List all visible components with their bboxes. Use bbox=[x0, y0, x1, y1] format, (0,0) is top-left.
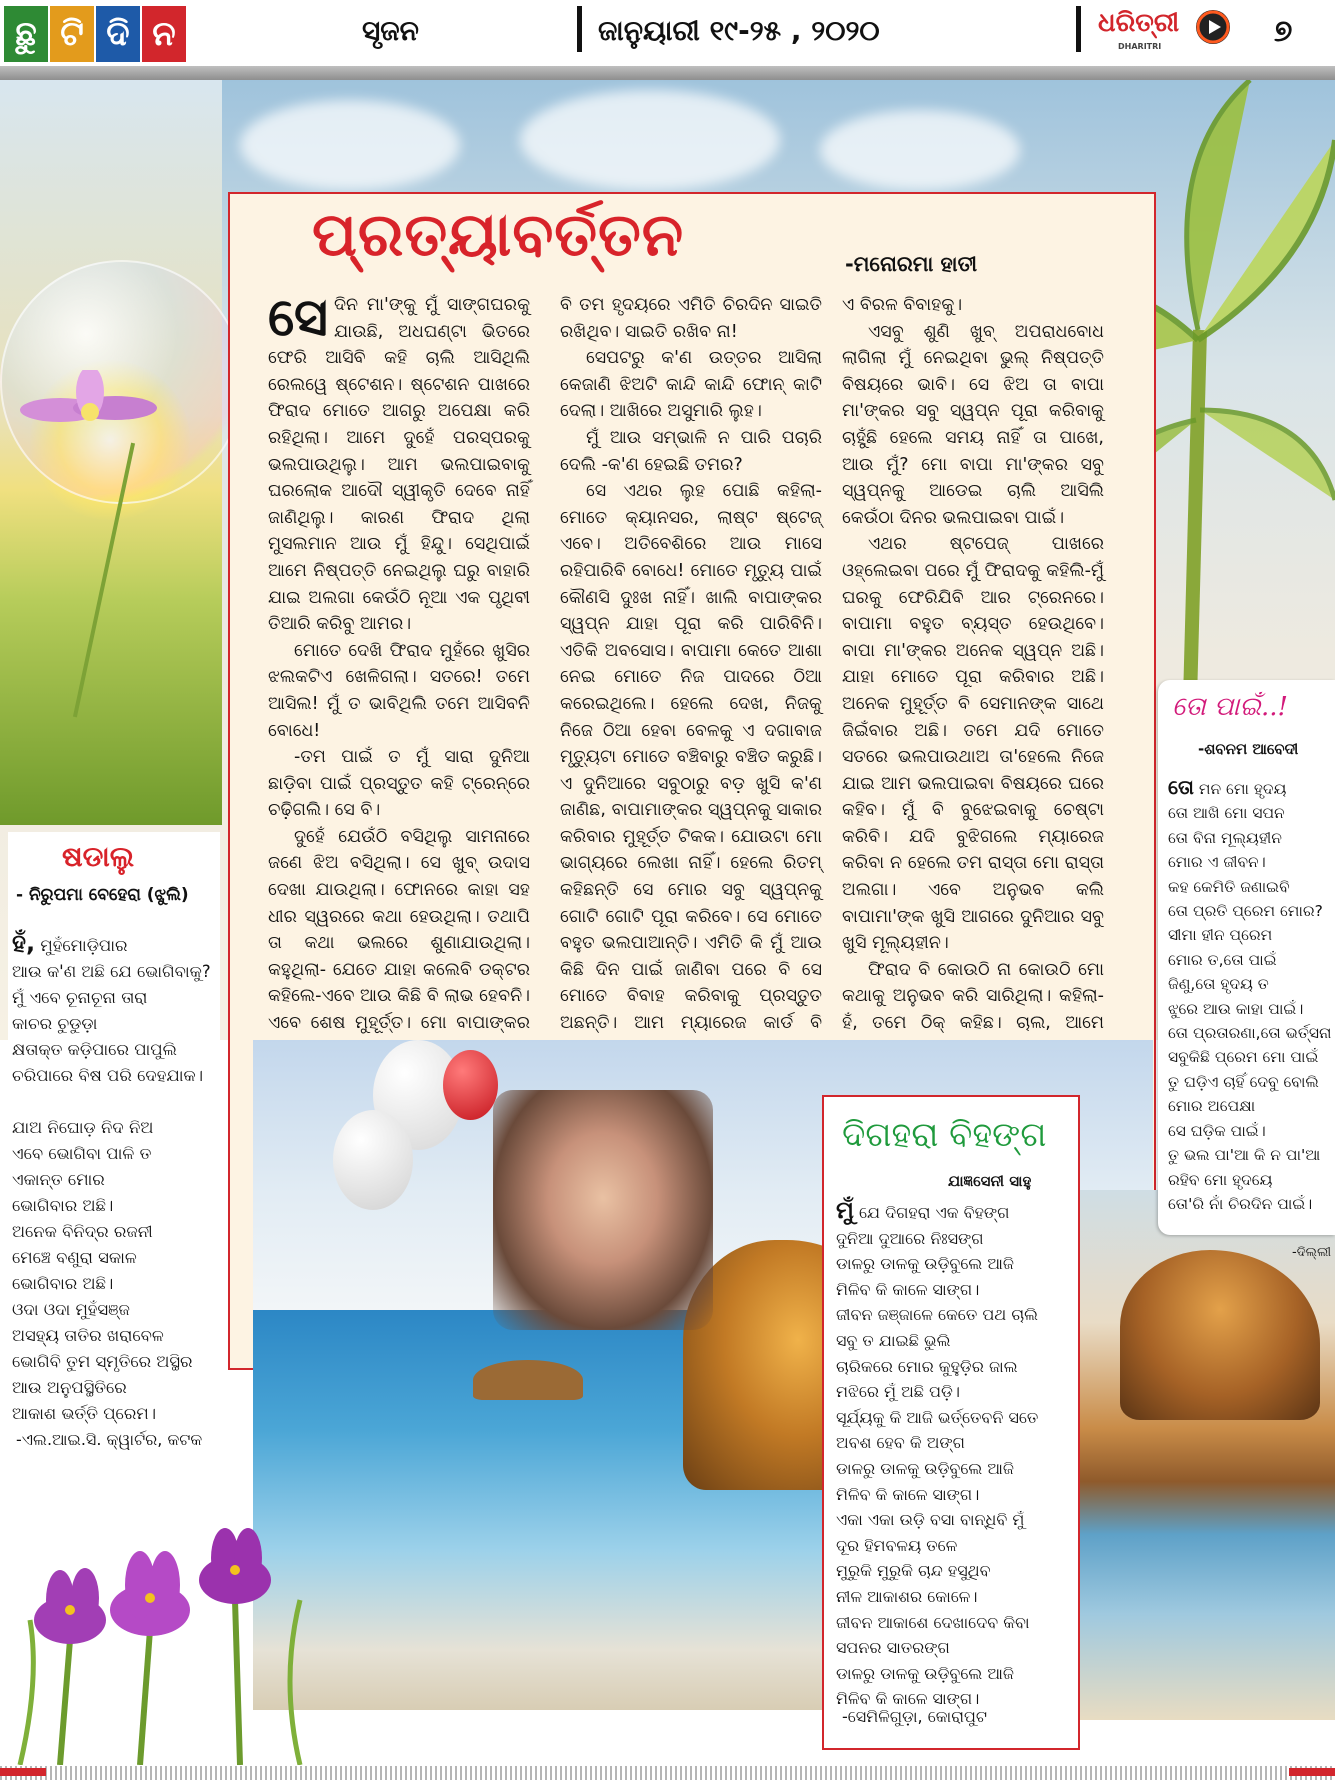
footer-accent bbox=[0, 1768, 46, 1776]
logo-letter: ଟି bbox=[50, 6, 94, 62]
poem-author: - ନିରୁପମା ବେହେରା (ଝୁଲି) bbox=[16, 885, 189, 905]
article-paragraph: ସେଦିନ ମା'ଙ୍କୁ ମୁଁ ସାଙ୍ଗଘରକୁ ଯାଉଛି, ଅଧଘଣ୍ଟା ଭିତରେ ଫେରି ଆସିବି କହି ଚାଲି ଆସିଥିଲି ରେଲୱେ ଷ୍ଟେଶନ। ଷ୍ଟେଶନ ପାଖରେ ଫିରାଦ ମୋତେ ଆଗରୁ ଅପେକ୍ଷା କରି ରହିଥିଲା। ଆମେ ଦୁହେଁ ପରସ୍ପରକୁ ଭଲପାଉଥିଲୁ। ଆମ ଭଲପାଇବାକୁ ଘରଲୋକ ଆଦୌ ସ୍ୱୀକୃତି ଦେବେ ନାହିଁ ଜାଣିଥିଲୁ। କାରଣ ଫିରାଦ ଥିଲା ମୁସଲମାନ ଆଉ ମୁଁ ହିନ୍ଦୁ। ସେଥିପାଇଁ ଆମେ ନିଷ୍ପତ୍ତି ନେଇଥିଲୁ ଘରୁ ବାହାରି ଯାଇ ଅଲଗା କେଉଁଠି ନୂଆ ଏକ ପୃଥିବୀ ତିଆରି କରିବୁ ଆମର। bbox=[268, 288, 530, 635]
poem-body: ତୋ ମନ ମୋ ହୃଦୟ ତୋ ଆଖି ମୋ ସପନ ତୋ ବିନା ମୂଲ୍ୟହୀନ ମୋର ଏ ଜୀବନ। କହ କେମିତି ଜଣାଇବି ତୋ ପ୍ରତି ପ୍ରେମ ମୋର? ସୀମା ହୀନ ପ୍ରେମ ମୋର ତ,ତୋ ପାଇଁ ଜିଣୁ,ତୋ ହୃଦୟ ତ ଝୁରେ ଆଉ କାହା ପାଇଁ। ତୋ ପ୍ରତାରଣା,ତୋ ଭର୍ତ୍ସନା ସବୁକିଛି ପ୍ରେମ ମୋ ପାଇଁ ତୁ ଘଡ଼ିଏ ଚାହିଁ ଦେବୁ ବୋଲି ମୋର ଅପେକ୍ଷା ସେ ଘଡ଼ିକ ପାଇଁ। ତୁ ଭଲ ପା'ଆ କି ନ ପା'ଆ ରହିବ ମୋ ହୃଦୟେ ତୋ'ରି ନାଁ ଚିରଦିନ ପାଇଁ। bbox=[1168, 775, 1332, 1213]
article-paragraph: ମୁଁ ଆଉ ସମ୍ଭାଳି ନ ପାରି ପଚାରି ଦେଲି -କ'ଣ ହେଇଛି ତମର? bbox=[560, 427, 822, 475]
poem-author: ଯାଜ୍ଞସେନୀ ସାହୁ bbox=[948, 1172, 1032, 1190]
footer-strip bbox=[0, 1766, 1335, 1780]
drop-cap: ସେ bbox=[268, 288, 328, 348]
article-paragraph: ମୋତେ ଦେଖି ଫିରାଦ ମୁହଁରେ ଖୁସିର ଝଲକଟିଏ ଖେଳିଗଲା। ସତରେ! ତମେ ଆସିଲ! ମୁଁ ତ ଭାବିଥିଲି ତମେ ଆସିବନି ବୋଧେ! bbox=[268, 640, 530, 741]
article-paragraph: ଏସବୁ ଶୁଣି ଖୁବ୍ ଅପରାଧବୋଧ ଲାଗିଲା ମୁଁ ନେଇଥିବା ଭୁଲ୍ ନିଷ୍ପତ୍ତି ବିଷୟରେ ଭାବି। ସେ ଝିଅ ତା ବାପା ମା'ଙ୍କର ସବୁ ସ୍ୱପ୍ନ ପୂରା କରିବାକୁ ଚାହୁଁଛି ହେଲେ ସମୟ ନାହିଁ ତା ପାଖେ, ଆଉ ମୁଁ? ମୋ ବାପା ମା'ଙ୍କର ସବୁ ସ୍ୱପ୍ନକୁ ଆଡେଇ ଚାଲି ଆସିଲି କେଉଁଠା ଦିନର ଭଲପାଇବା ପାଇଁ। bbox=[842, 321, 1104, 528]
article-paragraph: ଫିରାଦ ବି କୋଉଠି ନା କୋଉଠି ମୋ କଥାକୁ ଅନୁଭବ କରି ସାରିଥିଲା। କହିଲା-ହଁ, ତମେ ଠିକ୍ କହିଛ। ଚାଲ, ଆମେ bbox=[842, 959, 1104, 1034]
poem-author: -ଶବନମ ଆବେଦୀ bbox=[1198, 740, 1299, 758]
article-author: -ମନୋରମା ହାତୀ bbox=[845, 252, 978, 276]
flower-icon bbox=[20, 370, 160, 450]
article-paragraph: ଏ ବିରଳ ବିବାହକୁ। bbox=[842, 295, 963, 315]
balloon bbox=[333, 1110, 413, 1210]
photo-rock bbox=[473, 1360, 583, 1400]
brand-subtitle: DHARITRI bbox=[1118, 42, 1162, 51]
header-strip bbox=[0, 66, 1335, 80]
poem-title: ଷଡାଲୁ bbox=[62, 840, 135, 873]
poem-title: ଦିଗହରା ବିହଙ୍ଗ bbox=[842, 1115, 1047, 1155]
couple-image bbox=[493, 1090, 713, 1330]
page-number: ୭ bbox=[1274, 14, 1293, 49]
header-divider bbox=[1076, 6, 1081, 52]
logo-letter: ଛୁ bbox=[4, 6, 48, 62]
article-paragraph: -ତମ ପାଇଁ ତ ମୁଁ ସାରା ଦୁନିଆ ଛାଡ଼ିବା ପାଇଁ ପ୍ରସ୍ତୁତ କହି ଟ୍ରେନ୍‌ରେ ଚଢ଼ିଗଲି। ସେ ବି। bbox=[268, 747, 530, 821]
article-column-3 bbox=[842, 292, 1104, 1090]
article-column-2 bbox=[560, 292, 822, 1143]
poem-body: ମୁଁ ଯେ ଦିଗହରା ଏକ ବିହଙ୍ଗ ଦୁନିଆ ଦୁଆରେ ନିଃସଙ୍ଗ ଡାଳରୁ ଡାଳକୁ ଉଡ଼ିବୁଲେ ଆଜି ମିଳିବ କି କାଳେ ସାଙ୍ଗ। ଜୀବନ ଜଞ୍ଜାଳେ କେତେ ପଥ ଚାଲି ସବୁ ତ ଯାଇଛି ଭୁଲି ଚାରିକରେ ମୋର କୁହୁଡ଼ିର ଜାଲ ମଝିରେ ମୁଁ ଅଛି ପଡ଼ି। ସୂର୍ଯ୍ୟକୁ କି ଆଜି ଭର୍ତ୍ତେବନି ସତେ ଅବଶ ହେବ କି ଅଙ୍ଗ ଡାଳରୁ ଡାଳକୁ ଉଡ଼ିବୁଲେ ଆଜି ମିଳିବ କି କାଳେ ସାଙ୍ଗ। ଏକା ଏକା ଉଡ଼ି ବସା ବାନ୍ଧିବି ମୁଁ ଦୂର ହିମବଳୟ ତଳେ ମୁରୁକି ମୁରୁକି ଚାନ୍ଦ ହସୁଥିବ ନୀଳ ଆକାଶର କୋଳେ। ଜୀବନ ଆକାଶେ ଦେଖାଦେବ କିବା ସପନର ସାତରଙ୍ଗ ଡାଳରୁ ଡାଳକୁ ଉଡ଼ିବୁଲେ ଆଜି ମିଳିବ କି କାଳେ ସାଙ୍ଗ। bbox=[836, 1196, 1039, 1709]
article-paragraph: ଦୁହେଁ ଯେଉଁଠି ବସିଥିଲୁ ସାମନାରେ ଜଣେ ଝିଅ ବସିଥିଲା। ସେ ଖୁବ୍ ଉଦାସ ଦେଖା ଯାଉଥିଲା। ଫୋନରେ କାହା ସହ ଧୀର ସ୍ୱରରେ କଥା ହେଉଥିଲା। ତଥାପି ତା କଥା ଭଲରେ ଶୁଣାଯାଉଥିଲା। କହୁଥିଲା- ଯେତେ ଯାହା କଲେବି ଡକ୍ଟର କହିଲେ-ଏବେ ଆଉ କିଛି ବି ଲାଭ ହେବନି। ଏବେ ଶେଷ ମୁହୂର୍ତ୍ତ। ମୋ ବାପାଙ୍କର bbox=[268, 826, 530, 1034]
article-column-1 bbox=[268, 288, 530, 1143]
play-icon bbox=[1196, 10, 1230, 44]
poem-signature: -ଦିଲ୍ଲୀ bbox=[1292, 1245, 1332, 1260]
issue-date: ଜାନୁୟାରୀ ୧୯-୨୫ , ୨୦୨୦ bbox=[598, 14, 880, 47]
page-header bbox=[0, 0, 1335, 70]
article-paragraph: ସେପଟରୁ କ'ଣ ଉତ୍ତର ଆସିଲା କେଜାଣି ଝିଅଟି କାନ୍ଦି କାନ୍ଦି ଫୋନ୍ କାଟି ଦେଲା। ଆଖିରେ ଅସୁମାରି ଲୁହ। bbox=[560, 348, 822, 422]
crocus-flowers-image bbox=[0, 1480, 330, 1765]
poem-signature: -ସେମିଳିଗୁଡ଼ା, କୋରାପୁଟ bbox=[842, 1707, 987, 1726]
poem-body: ହଁ, ମୁହଁମୋଡ଼ିପାର ଆଉ କ'ଣ ଅଛି ଯେ ଭୋଗିବାକୁ? ମୁଁ ଏବେ ଚୂନାଚୂନା ତାରା କାଚର ଚୁଡୁଡ଼ା କ୍ଷତାକ୍ତ କଡ଼ିପାରେ ପାପୁଲି ଚରିପାରେ ବିଷ ପରି ଦେହଯାକ। ଯାଅ ନିଘୋଡ଼ ନିଦ ନିଅ ଏବେ ଭୋଗିବା ପାଳି ତ ଏକାନ୍ତ ମୋର ଭୋଗିବାର ଅଛି। ଅନେକ ବିନିଦ୍ର ରଜନୀ ମେଞ୍ଚେ ବଣୁରା ସକାଳ ଭୋଗିବାର ଅଛି। ଓଦା ଓଦା ମୁହଁସଞ୍ଜ ଅସହ୍ୟ ତାତିର ଖରାବେଳ ଭୋଗିବି ତୁମ ସ୍ମୃତିରେ ଅସ୍ଥିର ଆଉ ଅନୁପସ୍ଥିତିରେ ଆକାଶ ଭର୍ତ୍ତି ପ୍ରେମ। bbox=[12, 929, 211, 1423]
article-paragraph: ବି ତମ ହୃଦୟରେ ଏମିତି ଚିରଦିନ ସାଇତି ରଖିଥିବ। ସାଇତି ରଖିବ ନା! bbox=[560, 295, 822, 342]
article-paragraph: ଏଥର ଷ୍ଟପେଜ୍ ପାଖରେ ଓହ୍ଲେଇବା ପରେ ମୁଁ ଫିରାଦକୁ କହିଲି-ମୁଁ ଘରକୁ ଫେରିଯିବି ଆର ଟ୍ରେନରେ। ବାପାମା ବହୁତ ବ୍ୟସ୍ତ ହେଉଥିବେ। ବାପା ମା'ଙ୍କର ଅନେକ ସ୍ୱପ୍ନ ଅଛି। ଯାହା ମୋତେ ପୂରା କରିବାର ଅଛି। ଅନେକ ମୁହୂର୍ତ୍ତ ବି ସେମାନଙ୍କ ସାଥେ ଜିଇଁବାର ଅଛି। ତମେ ଯଦି ମୋତେ ସତରେ ଭଲପାଉଥାଅ ତା'ହେଲେ ନିଜେ ଯାଇ ଆମ ଭଲପାଇବା ବିଷୟରେ ଘରେ କହିବ। ମୁଁ ବି ବୁଝେଇବାକୁ ଚେଷ୍ଟା କରିବି। ଯଦି ବୁଝିଗଲେ ମ୍ୟାରେଜ କରିବା ନ ହେଲେ ତମ ରାସ୍ତା ମୋ ରାସ୍ତା ଅଲଗା। ଏବେ ଅନୁଭବ କଲି ବାପାମା'ଙ୍କ ଖୁସି ଆଗରେ ଦୁନିଆର ସବୁ ଖୁସି ମୂଲ୍ୟହୀନ। bbox=[842, 534, 1104, 954]
article-title: ପ୍ରତ୍ୟାବର୍ତ୍ତନ bbox=[312, 200, 685, 270]
section-name: ସୃଜନ bbox=[362, 14, 419, 47]
brand-logo: ଧରିତ୍ରୀ bbox=[1098, 8, 1180, 38]
logo-letter: ଦି bbox=[96, 6, 140, 62]
footer-accent bbox=[1289, 1768, 1335, 1776]
balloon bbox=[443, 1050, 498, 1120]
poem-title: ତୋ ପାଇଁ..! bbox=[1172, 692, 1288, 722]
article-paragraph: ସେ ଏଥର ଲୁହ ପୋଛି କହିଲା- ମୋତେ କ୍ୟାନସର, ଲାଷ୍ଟ ଷ୍ଟେଜ୍ ଏବେ। ଅତିବେଶିରେ ଆଉ ମାସେ ରହିପାରିବି ବୋଧେ! ମୋତେ ମୃତ୍ୟୁ ପାଇଁ କୌଣସି ଦୁଃଖ ନାହିଁ। ଖାଲି ବାପାଙ୍କର ସ୍ୱପ୍ନ ଯାହା ପୂରା କରି ପାରିବିନି। ଏତିକି ଅବସୋସ। ବାପାମା କେତେ ଆଶା ନେଇ ମୋତେ ନିଜ ପାଦରେ ଠିଆ କରେଇଥିଲେ। ହେଲେ ଦେଖ, ନିଜକୁ ନିଜେ ଠିଆ ହେବା ବେଳକୁ ଏ ଦଗାବାଜ ମୃତ୍ୟୁଟା ମୋତେ ବଞ୍ଚିବାରୁ ବଞ୍ଚିତ କରୁଛି। ଏ ଦୁନିଆରେ ସବୁଠାରୁ ବଡ଼ ଖୁସି କ'ଣ ଜାଣିଛ, ବାପାମାଙ୍କର ସ୍ୱପ୍ନକୁ ସାକାର କରିବାର ମୁହୂର୍ତ୍ତ ଟିକକ। ଯୋଉଟା ମୋ ଭାଗ୍ୟରେ ଲେଖା ନାହିଁ। ହେଲେ ରିତମ୍ କହିଛନ୍ତି ସେ ମୋର ସବୁ ସ୍ୱପ୍ନକୁ ଗୋଟି ଗୋଟି ପୂରା କରିବେ। ସେ ମୋତେ ବହୁତ ଭଲପାଆନ୍ତି। ଏମିତି କି ମୁଁ ଆଉ କିଛି ଦିନ ପାଇଁ ଜାଣିବା ପରେ ବି ସେ ମୋତେ ବିବାହ କରିବାକୁ ପ୍ରସ୍ତୁତ ଅଛନ୍ତି। ଆମ ମ୍ୟାରେଜ କାର୍ଡ ବି bbox=[560, 481, 822, 1034]
header-divider bbox=[577, 6, 582, 52]
logo-letter: ନ bbox=[142, 6, 186, 62]
poem-signature: -ଏଲ.ଆଇ.ସି. କ୍ୱାର୍ଟର, କଟକ bbox=[16, 1430, 203, 1449]
